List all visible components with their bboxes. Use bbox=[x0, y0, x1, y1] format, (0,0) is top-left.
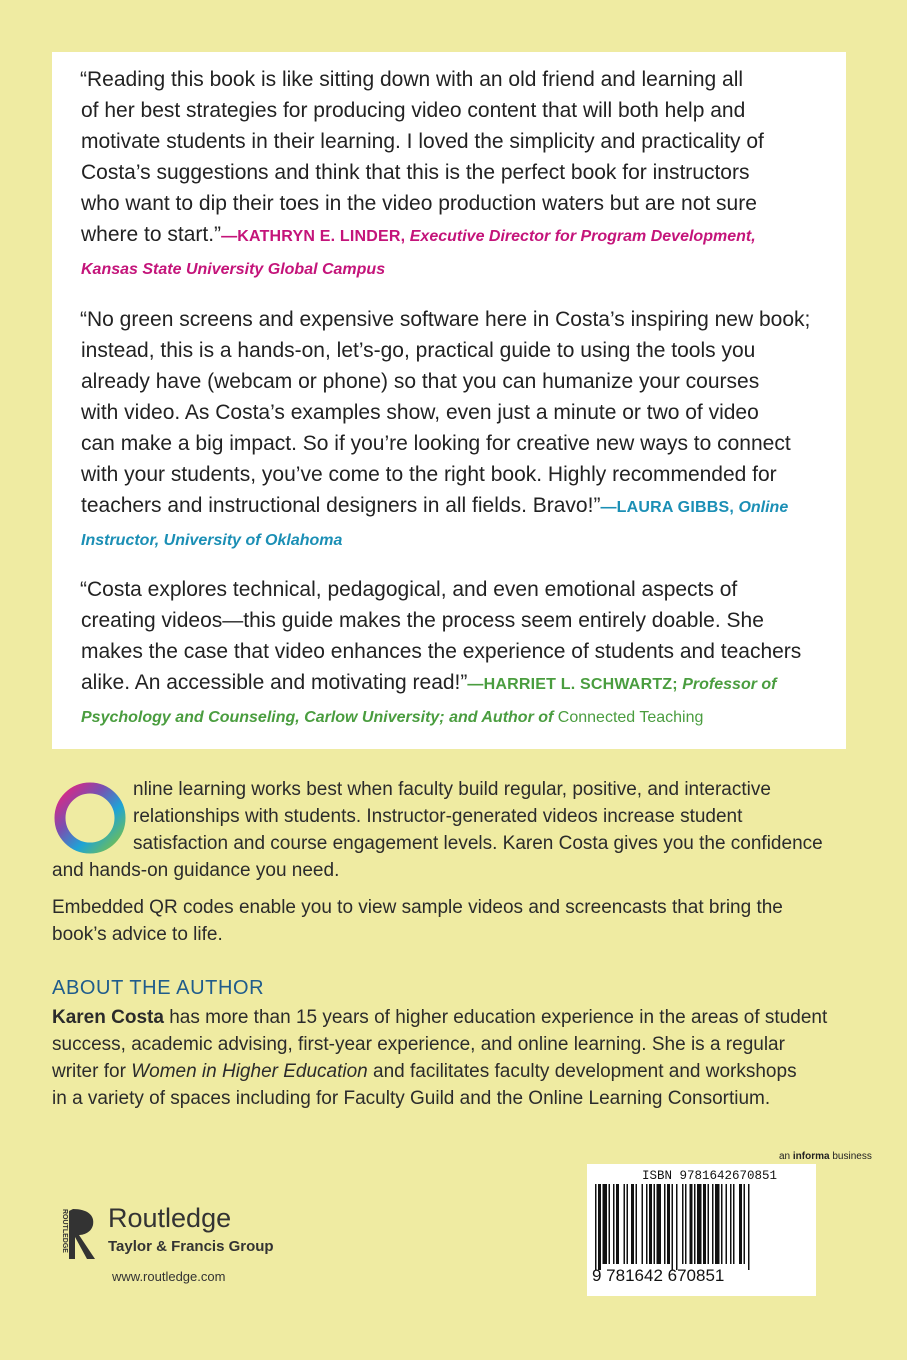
barcode-bar bbox=[664, 1184, 666, 1264]
quote-line: alike. An accessible and motivating read!” bbox=[81, 671, 468, 694]
barcode-bar bbox=[733, 1184, 735, 1264]
about-line: in a variety of spaces including for Faculty Guild and the Online Learning Consortium. bbox=[52, 1088, 771, 1109]
quote-line: already have (webcam or phone) so that you can humanize your courses bbox=[81, 370, 760, 393]
attribution-title: Kansas State University Global Campus bbox=[81, 261, 386, 278]
barcode-bar bbox=[627, 1184, 629, 1264]
attribution-title: Online bbox=[734, 499, 789, 516]
about-line: has more than 15 years of higher education experience in the areas of student bbox=[163, 1007, 828, 1028]
barcode-bar bbox=[642, 1184, 644, 1264]
barcode-bar bbox=[609, 1184, 611, 1264]
barcode-bar bbox=[616, 1184, 619, 1264]
isbn-label: ISBN 9781642670851 bbox=[642, 1169, 778, 1183]
barcode-bar bbox=[694, 1184, 696, 1264]
about-line: writer for bbox=[52, 1061, 132, 1082]
barcode bbox=[587, 1164, 816, 1296]
barcode-bar bbox=[744, 1184, 746, 1264]
barcode-bar bbox=[624, 1184, 626, 1264]
quote-line: creating videos—this guide makes the process seem entirely doable. She bbox=[81, 609, 764, 632]
book-description bbox=[52, 776, 852, 884]
quote-line: with your students, you’ve come to the right book. Highly recommended for bbox=[81, 463, 777, 486]
description-line: Embedded QR codes enable you to view sample videos and screencasts that bring the bbox=[52, 897, 783, 918]
attribution-name: —KATHRYN E. LINDER, bbox=[221, 228, 406, 245]
barcode-bar bbox=[739, 1184, 742, 1264]
attribution-title: Professor of bbox=[677, 676, 777, 693]
endorsements-panel bbox=[52, 52, 846, 749]
quote-line: “Reading this book is like sitting down with an old friend and learning all bbox=[80, 68, 744, 91]
barcode-bar bbox=[598, 1184, 601, 1270]
quote-line: “No green screens and expensive software here in Costa’s inspiring new book; bbox=[80, 308, 811, 331]
barcode-bar bbox=[603, 1184, 608, 1264]
barcode-bar bbox=[726, 1184, 728, 1264]
quote-line: motivate students in their learning. I loved the simplicity and practicality of bbox=[81, 130, 764, 153]
attribution-name: —HARRIET L. SCHWARTZ; bbox=[467, 676, 678, 693]
informa-brand: informa bbox=[792, 1151, 830, 1162]
description-line: nline learning works best when faculty build regular, positive, and interactive bbox=[133, 779, 771, 800]
informa-suffix: business bbox=[829, 1151, 872, 1162]
endorsement-gibbs bbox=[80, 304, 810, 556]
barcode-bar bbox=[712, 1184, 714, 1264]
barcode-bar bbox=[657, 1184, 662, 1264]
barcode-bar bbox=[646, 1184, 648, 1264]
quote-line: “Costa explores technical, pedagogical, and even emotional aspects of bbox=[80, 578, 738, 601]
barcode-bar bbox=[613, 1184, 615, 1264]
quote-line: makes the case that video enhances the experience of students and teachers bbox=[81, 640, 802, 663]
barcode-bar bbox=[721, 1184, 723, 1264]
endorsement-schwartz bbox=[80, 574, 801, 733]
publication-title: Women in Higher Education bbox=[131, 1061, 368, 1082]
attribution-book: Connected Teaching bbox=[553, 709, 704, 726]
attribution-title: Instructor, University of Oklahoma bbox=[81, 532, 343, 549]
barcode-bar bbox=[703, 1184, 706, 1264]
about-line: success, academic advising, first-year experience, and online learning. She is a regular bbox=[52, 1034, 785, 1055]
quote-line: who want to dip their toes in the video production waters but are not sure bbox=[81, 192, 757, 215]
publisher-url: www.routledge.com bbox=[112, 1269, 226, 1284]
quote-line: can make a big impact. So if you’re looking for creative new ways to connect bbox=[81, 432, 791, 455]
barcode-bar bbox=[595, 1184, 597, 1270]
isbn-digits: 9 781642 670851 bbox=[592, 1266, 725, 1285]
about-author-heading: ABOUT THE AUTHOR bbox=[52, 977, 265, 999]
quote-line: with video. As Costa’s examples show, even just a minute or two of video bbox=[81, 401, 759, 424]
informa-prefix: an bbox=[779, 1151, 793, 1162]
quote-line: instead, this is a hands-on, let’s-go, practical guide to using the tools you bbox=[81, 339, 756, 362]
attribution-title: Executive Director for Program Development, bbox=[405, 228, 756, 245]
quote-line: where to start.” bbox=[81, 223, 222, 246]
barcode-bar bbox=[654, 1184, 656, 1264]
quote-line: of her best strategies for producing video content that will both help and bbox=[81, 99, 746, 122]
publisher-name: Routledge bbox=[108, 1203, 232, 1233]
barcode-bar bbox=[636, 1184, 638, 1264]
barcode-bar bbox=[676, 1184, 678, 1270]
description-line: satisfaction and course engagement levels. Karen Costa gives you the confidence bbox=[133, 833, 823, 854]
barcode-bar bbox=[715, 1184, 720, 1264]
description-line: relationships with students. Instructor-generated videos increase student bbox=[133, 806, 743, 827]
logo-vertical-text: ROUTLEDGE bbox=[61, 1209, 68, 1253]
attribution-name: —LAURA GIBBS, bbox=[600, 499, 734, 516]
barcode-bar bbox=[690, 1184, 693, 1264]
barcode-bar bbox=[649, 1184, 652, 1264]
barcode-bar bbox=[667, 1184, 670, 1264]
barcode-bar bbox=[672, 1184, 674, 1270]
barcode-bar bbox=[708, 1184, 710, 1264]
about-line: and facilitates faculty development and workshops bbox=[367, 1061, 797, 1082]
barcode-bar bbox=[685, 1184, 687, 1264]
routledge-logo-icon bbox=[57, 1205, 101, 1263]
quote-line: teachers and instructional designers in all fields. Bravo!” bbox=[81, 494, 601, 517]
informa-tagline bbox=[779, 1151, 872, 1162]
description-line: and hands-on guidance you need. bbox=[52, 860, 340, 881]
quote-line: Costa’s suggestions and think that this is the perfect book for instructors bbox=[81, 161, 750, 184]
publisher-group: Taylor & Francis Group bbox=[108, 1238, 274, 1255]
barcode-bar bbox=[631, 1184, 634, 1264]
about-author-body bbox=[52, 1004, 852, 1112]
qr-description bbox=[52, 894, 852, 948]
endorsement-linder bbox=[80, 64, 764, 285]
barcode-bar bbox=[730, 1184, 732, 1264]
barcode-bar bbox=[682, 1184, 684, 1264]
description-line: book’s advice to life. bbox=[52, 924, 223, 945]
attribution-title: Psychology and Counseling, Carlow University; and Author of bbox=[81, 709, 554, 726]
barcode-bar bbox=[748, 1184, 750, 1270]
barcode-bar bbox=[697, 1184, 702, 1264]
barcode-bars bbox=[595, 1184, 809, 1270]
author-name: Karen Costa bbox=[52, 1007, 164, 1028]
